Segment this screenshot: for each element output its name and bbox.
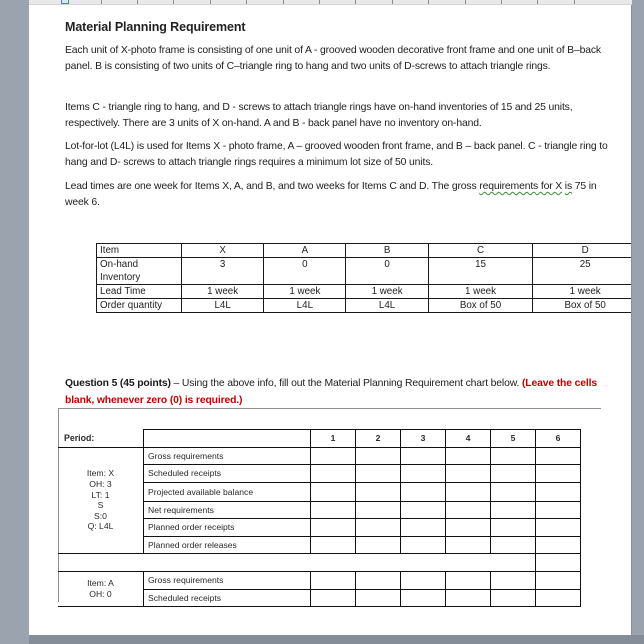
table-cell: 0 (346, 258, 428, 285)
input-cell[interactable] (401, 572, 446, 590)
question-text: – Using the above info, fill out the Material Planning Requirement chart below. (170, 378, 522, 389)
input-cell[interactable] (491, 536, 536, 554)
ruler-tick (501, 0, 502, 4)
row-label: Order quantity (97, 299, 182, 313)
input-cell[interactable] (311, 465, 356, 483)
input-cell[interactable] (446, 465, 491, 483)
question-prompt (65, 376, 610, 409)
input-cell[interactable] (491, 589, 536, 607)
input-cell[interactable] (536, 501, 581, 519)
row-label: Net requirements (144, 501, 311, 519)
ruler-tick (428, 0, 429, 4)
document-title: Material Planning Requirement (65, 20, 246, 34)
input-cell[interactable] (536, 482, 581, 501)
paragraph-structure: Each unit of X-photo frame is consisting of one unit of A - grooved wooden decorative front frame and one unit of B–back panel. B is consisting of two units of C–triangle ring to hang and two units of D-screws to attach triangle rings. (65, 45, 601, 73)
input-cell[interactable] (311, 519, 356, 537)
input-cell[interactable] (311, 572, 356, 590)
input-cell[interactable] (356, 572, 401, 590)
row-label: Gross requirements (144, 447, 311, 465)
input-cell[interactable] (491, 519, 536, 537)
table-cell: X (182, 244, 264, 258)
table-cell: Box of 50 (428, 299, 533, 313)
table-row-item (97, 244, 638, 258)
spacer-cell (58, 554, 536, 572)
indent-marker-icon[interactable] (61, 0, 69, 4)
input-cell[interactable] (356, 482, 401, 501)
input-cell[interactable] (311, 447, 356, 465)
table-cell: L4L (346, 299, 428, 313)
item-info-line: S:0 (94, 510, 107, 521)
input-cell[interactable] (491, 447, 536, 465)
document-page[interactable] (29, 5, 631, 635)
ruler-tick (392, 0, 393, 4)
table-cell: L4L (182, 299, 264, 313)
ruler-tick (574, 0, 575, 4)
question-heading: Question 5 (45 points) (65, 378, 171, 389)
mrp-row-x-gross (58, 447, 581, 465)
paragraph-lot-size: Lot-for-lot (L4L) is used for Items X - photo frame, A – grooved wooden front frame, and B – back panel. C - triangle ring to hang and D- screws to attach triangle rings requires a minimum lot size of 50 units. (65, 141, 608, 169)
input-cell[interactable] (446, 519, 491, 537)
item-info-line: Item: A (87, 578, 114, 589)
input-cell[interactable] (446, 482, 491, 501)
header-blank-cell (144, 430, 311, 448)
input-cell[interactable] (536, 465, 581, 483)
item-info-line: OH: 0 (89, 589, 112, 599)
input-cell[interactable] (491, 572, 536, 590)
input-cell[interactable] (446, 447, 491, 465)
period-number: 4 (446, 430, 491, 448)
input-cell[interactable] (491, 501, 536, 519)
row-label: Scheduled receipts (144, 589, 311, 607)
row-label: Scheduled receipts (144, 465, 311, 483)
ruler-tick (137, 0, 138, 4)
left-gutter (0, 0, 30, 644)
input-cell[interactable] (536, 589, 581, 607)
row-label: Gross requirements (144, 572, 311, 590)
item-info-line: Q: L4L (87, 521, 114, 532)
question-note: (Leave the cells blank, whenever zero (0) is required.) (65, 378, 597, 406)
paragraph-lead-times (65, 179, 610, 212)
table-cell: C (428, 244, 533, 258)
ruler-tick (465, 0, 466, 4)
item-info-table (96, 243, 638, 313)
table-cell: 1 week (428, 285, 533, 299)
period-number: 5 (491, 430, 536, 448)
ruler-tick (355, 0, 356, 4)
paragraph-inventory: Items C - triangle ring to hang, and D - screws to attach triangle rings have on-hand inventories of 15 and 25 units, respectively. There are 3 units of X on-hand. A and B - back panel have no inventory on-hand. (65, 102, 573, 130)
input-cell[interactable] (536, 519, 581, 537)
table-cell: 3 (182, 258, 264, 285)
input-cell[interactable] (356, 589, 401, 607)
input-cell[interactable] (401, 519, 446, 537)
ruler-tick (173, 0, 174, 4)
input-cell[interactable] (536, 536, 581, 554)
input-cell[interactable] (401, 536, 446, 554)
input-cell[interactable] (446, 589, 491, 607)
input-cell[interactable] (536, 447, 581, 465)
input-cell[interactable] (356, 519, 401, 537)
ruler-tick (101, 0, 102, 4)
row-label: Planned order releases (144, 536, 311, 554)
row-label: Lead Time (97, 285, 182, 299)
item-info-line: Item: X (86, 468, 115, 479)
mrp-row-a-gross (58, 572, 581, 590)
input-cell[interactable] (311, 482, 356, 501)
input-cell[interactable] (311, 501, 356, 519)
table-cell: A (264, 244, 346, 258)
row-label: Item (97, 244, 182, 258)
ruler-tick (537, 0, 538, 4)
input-cell[interactable] (356, 501, 401, 519)
grammar-flagged-text[interactable]: requirements for X (479, 181, 563, 192)
lead-text: Lead times are one week for Items X, A, and B, and two weeks for Items C and D. The gross (65, 181, 480, 192)
grammar-flagged-text[interactable]: is (564, 181, 573, 192)
row-label: On-hand Inventory (97, 258, 182, 285)
item-info-line: OH: 3 (89, 479, 112, 490)
input-cell[interactable] (311, 536, 356, 554)
input-cell[interactable] (356, 465, 401, 483)
item-a-info (58, 572, 144, 607)
ruler-tick (319, 0, 320, 4)
item-x-info (58, 447, 144, 554)
table-row-on-hand (97, 258, 638, 285)
period-number: 1 (311, 430, 356, 448)
period-header-row (58, 430, 581, 448)
period-label: Period: (58, 430, 144, 448)
input-cell[interactable] (401, 482, 446, 501)
table-cell: B (346, 244, 428, 258)
table-cell: 1 week (264, 285, 346, 299)
row-label: Planned order receipts (144, 519, 311, 537)
input-cell[interactable] (401, 589, 446, 607)
input-cell[interactable] (536, 572, 581, 590)
input-cell[interactable] (311, 589, 356, 607)
input-cell[interactable] (401, 465, 446, 483)
vertical-scrollbar[interactable] (631, 5, 644, 644)
input-cell[interactable] (446, 536, 491, 554)
ruler-tick (246, 0, 247, 4)
period-number: 2 (356, 430, 401, 448)
ruler-tick (210, 0, 211, 4)
input-cell[interactable] (356, 447, 401, 465)
input-cell[interactable] (491, 465, 536, 483)
item-info-line: LT: 1 (91, 489, 110, 500)
input-cell[interactable] (401, 501, 446, 519)
input-cell[interactable] (446, 572, 491, 590)
ruler-tick (283, 0, 284, 4)
table-cell: Box of 50 (533, 299, 638, 313)
period-number: 3 (401, 430, 446, 448)
spacer-row (58, 554, 581, 572)
row-label: Projected available balance (144, 482, 311, 501)
item-info-line: S (97, 500, 104, 511)
input-cell[interactable] (491, 482, 536, 501)
mrp-table (58, 429, 581, 607)
table-cell: 1 week (182, 285, 264, 299)
table-cell: 0 (264, 258, 346, 285)
table-cell: 15 (428, 258, 533, 285)
table-cell: 25 (533, 258, 638, 285)
input-cell[interactable] (446, 501, 491, 519)
table-cell: 1 week (346, 285, 428, 299)
period-number: 6 (536, 430, 581, 448)
input-cell[interactable] (356, 536, 401, 554)
table-cell: D (533, 244, 638, 258)
table-row-lead-time (97, 285, 638, 299)
input-cell[interactable] (401, 447, 446, 465)
window-bottom-border (29, 635, 644, 644)
table-row-order-quantity (97, 299, 638, 313)
lead-text-end: 75 in week 6. (65, 181, 597, 209)
spacer-cell (536, 554, 581, 572)
table-cell: L4L (264, 299, 346, 313)
table-cell: 1 week (533, 285, 638, 299)
